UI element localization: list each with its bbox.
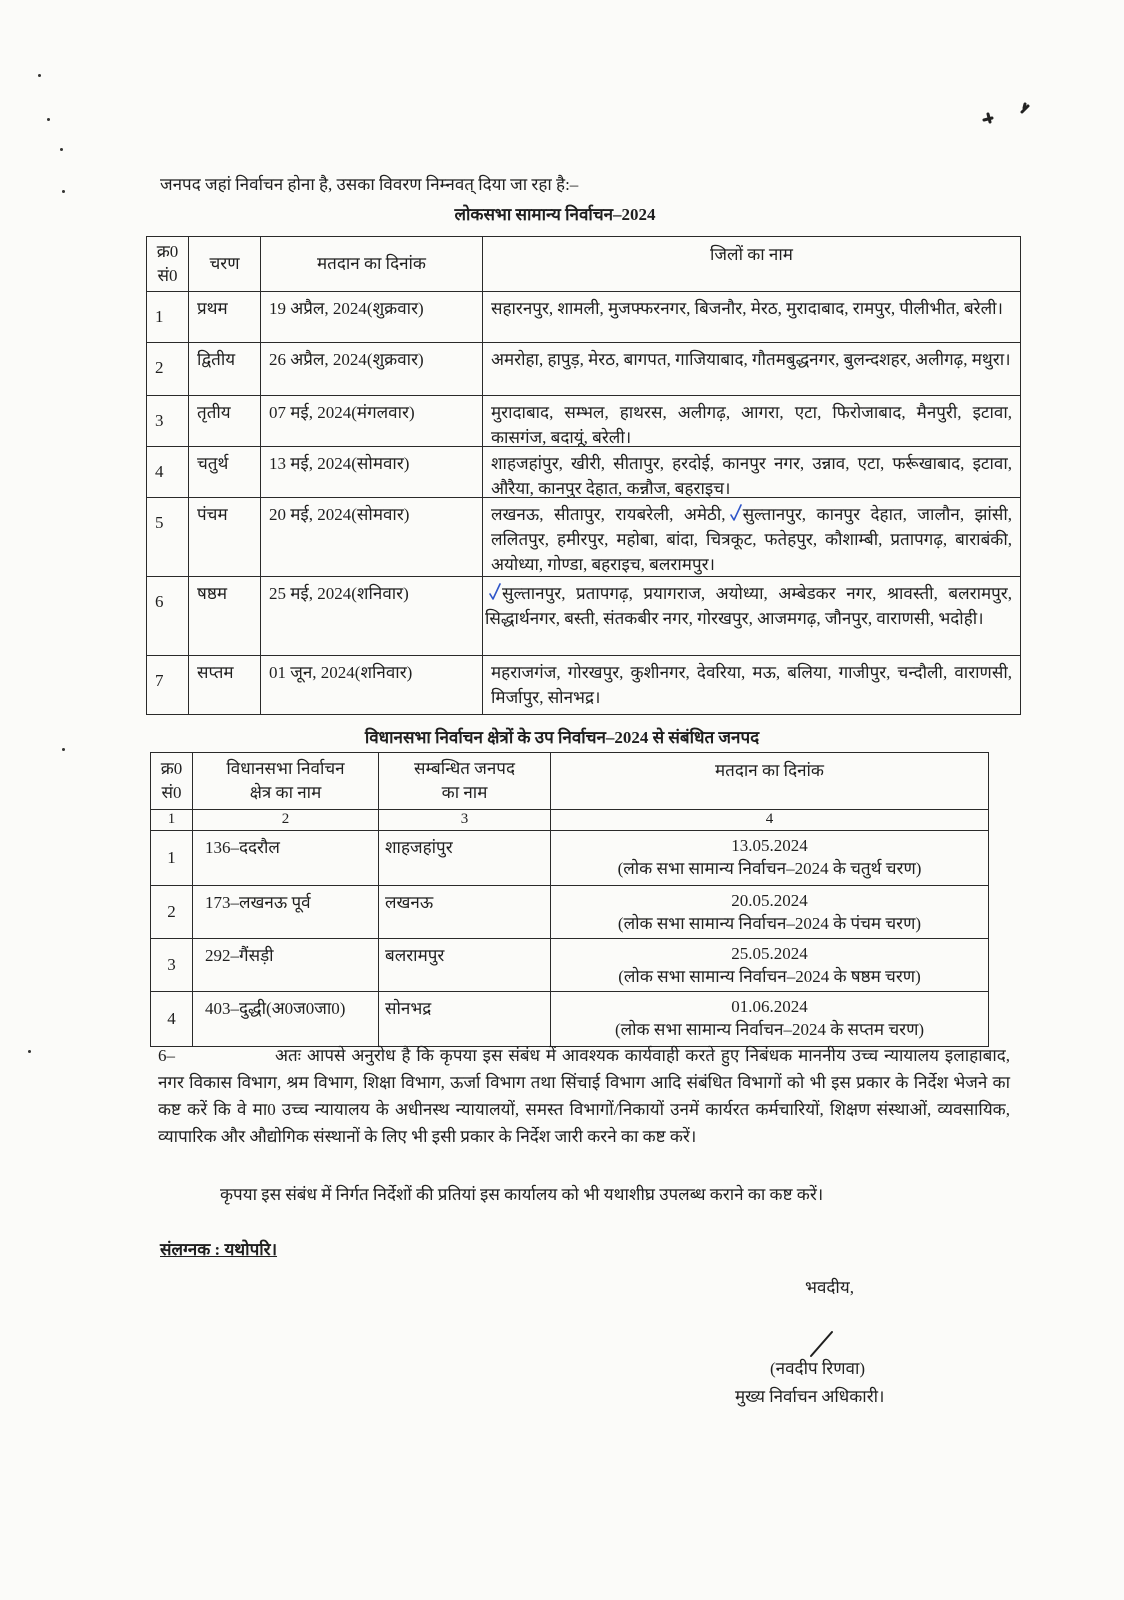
cell-date: 25 मई, 2024(शनिवार) — [269, 584, 409, 603]
cell-date: 01 जून, 2024(शनिवार) — [269, 663, 413, 682]
cell-sno: 5 — [155, 513, 164, 532]
bye-election-table — [150, 752, 989, 1047]
signature-stroke-icon — [805, 1328, 839, 1360]
header-sno-line1: क्र0 — [160, 759, 183, 778]
loksabha-schedule-table — [146, 236, 1021, 715]
cell-constituency: 136–ददरौल — [205, 838, 280, 857]
header-date: मतदान का दिनांक — [316, 254, 426, 273]
cell-phase: पंचम — [197, 505, 228, 524]
cell-date: 20 मई, 2024(सोमवार) — [269, 505, 410, 524]
table-row — [151, 831, 989, 886]
column-number: 1 — [167, 811, 176, 827]
header-phase: चरण — [209, 254, 240, 273]
header-constituency-line1: विधानसभा निर्वाचन — [226, 759, 345, 778]
header-sno — [147, 237, 188, 291]
poll-date: 13.05.2024 — [731, 836, 808, 855]
table-row — [147, 577, 1021, 656]
scan-speck — [62, 190, 65, 193]
scan-speck — [62, 748, 65, 751]
cell-district: शाहजहांपुर — [385, 838, 453, 857]
cell-district: सोनभद्र — [385, 999, 432, 1018]
table-row — [151, 992, 989, 1047]
cell-districts: मुरादाबाद, सम्भल, हाथरस, अलीगढ़, आगरा, एटा, फिरोजाबाद, मैनपुरी, इटावा, कासगंज, बदायूं, बरेली। — [491, 403, 1012, 446]
table-row — [147, 396, 1021, 447]
closing-salutation: भवदीय, — [805, 1278, 854, 1297]
column-number: 4 — [765, 811, 774, 827]
scan-speck — [38, 74, 41, 77]
header-district-line2: का नाम — [441, 783, 488, 802]
cell-poll-date — [551, 831, 988, 885]
cell-date: 26 अप्रैल, 2024(शुक्रवार) — [269, 350, 424, 369]
paragraph-request: कृपया इस संबंध में निर्गत निर्देशों की प्रतियां इस कार्यालय को भी यथाशीघ्र उपलब्ध कराने का कष्ट करें। — [220, 1185, 824, 1204]
header-districts: जिलों का नाम — [710, 245, 793, 264]
cell-phase: सप्तम — [197, 663, 234, 682]
cell-sno: 2 — [167, 902, 176, 921]
scan-mark-icon — [978, 98, 1034, 128]
table-row — [147, 292, 1021, 343]
poll-date: 01.06.2024 — [731, 997, 808, 1016]
cell-date: 19 अप्रैल, 2024(शुक्रवार) — [269, 299, 424, 318]
table-row — [147, 656, 1021, 715]
cell-districts: महराजगंज, गोरखपुर, कुशीनगर, देवरिया, मऊ, बलिया, गाजीपुर, चन्दौली, वाराणसी, मिर्जापुर, सोनभद्र। — [491, 663, 1012, 707]
cell-constituency: 173–लखनऊ पूर्व — [205, 893, 311, 912]
cell-constituency: 292–गैंसड़ी — [205, 946, 274, 965]
table-row — [151, 886, 989, 939]
scan-speck — [60, 148, 63, 151]
cell-sno: 4 — [167, 1009, 176, 1028]
cell-poll-date — [551, 886, 988, 938]
column-number: 2 — [281, 811, 290, 827]
cell-sno: 3 — [155, 411, 164, 430]
districts-before-tick: लखनऊ, सीतापुर, रायबरेली, अमेठी, — [491, 505, 726, 524]
paragraph-6 — [158, 1042, 1010, 1150]
check-mark-icon — [489, 583, 501, 601]
header-sno-line2: सं0 — [157, 266, 178, 285]
cell-sno: 3 — [167, 955, 176, 974]
cell-phase: चतुर्थ — [197, 454, 229, 473]
scan-speck — [47, 118, 50, 121]
paragraph-number: 6– — [158, 1046, 175, 1065]
cell-district: लखनऊ — [385, 893, 434, 912]
check-mark-icon — [730, 504, 742, 522]
header-constituency-line2: क्षेत्र का नाम — [249, 783, 322, 802]
header-sno — [151, 753, 192, 809]
cell-sno: 6 — [155, 592, 164, 611]
cell-sno: 1 — [155, 307, 164, 326]
cell-constituency: 403–दुद्धी(अ0ज0जा0) — [205, 999, 346, 1018]
header-district-line1: सम्बन्धित जनपद — [414, 759, 515, 778]
header-constituency — [193, 753, 378, 809]
poll-phase-note: (लोक सभा सामान्य निर्वाचन–2024 के चतुर्थ चरण) — [617, 859, 922, 878]
paragraph-6-text: अतः आपसे अनुरोध है कि कृपया इस संबंध में आवश्यक कार्यवाही करते हुए निबंधक माननीय उच्च न्यायालय इलाहाबाद, नगर विकास विभाग, श्रम विभाग, शिक्षा विभाग, ऊर्जा विभाग तथा सिंचाई विभाग आदि संबंधित विभागों को भी इस प्रकार के निर्देश भेजने का कष्ट करें कि वे मा0 उच्च न्यायालय के अधीनस्थ न्यायालयों, समस्त विभागों/निकायों उनमें कार्यरत कर्मचारियों, शिक्षण संस्थाओं, व्यवसायिक, व्यापारिक और औद्योगिक संस्थानों के लिए भी इसी प्रकार के निर्देश जारी करने का कष्ट करें। — [158, 1046, 1010, 1146]
cell-districts: अमरोहा, हापुड़, मेरठ, बागपत, गाजियाबाद, गौतमबुद्धनगर, बुलन्दशहर, अलीगढ़, मथुरा। — [491, 350, 1011, 369]
districts-after-tick: सुल्तानपुर, प्रतापगढ़, प्रयागराज, अयोध्या, अम्बेडकर नगर, श्रावस्ती, बलरामपुर, सिद्धार्थनगर, बस्ती, संतकबीर नगर, गोरखपुर, आजमगढ़, जौनपुर, वाराणसी, भदोही। — [485, 584, 1012, 628]
table-header-row — [147, 237, 1021, 292]
column-number: 3 — [460, 811, 469, 827]
vidhansabha-title: विधानसभा निर्वाचन क्षेत्रों के उप निर्वाचन–2024 से संबंधित जनपद — [364, 728, 760, 747]
poll-phase-note: (लोक सभा सामान्य निर्वाचन–2024 के सप्तम चरण) — [614, 1020, 925, 1039]
cell-districts: शाहजहांपुर, खीरी, सीतापुर, हरदोई, कानपुर नगर, उन्नाव, एटा, फर्रूखाबाद, इटावा, औरैया, कानपुर देहात, कन्नौज, बहराइच। — [491, 454, 1012, 497]
intro-line: जनपद जहां निर्वाचन होना है, उसका विवरण निम्नवत् दिया जा रहा है:– — [160, 175, 579, 194]
header-sno-line2: सं0 — [161, 783, 182, 802]
cell-date: 07 मई, 2024(मंगलवार) — [269, 403, 415, 422]
cell-phase: षष्ठम — [197, 584, 228, 603]
loksabha-title: लोकसभा सामान्य निर्वाचन–2024 — [454, 205, 656, 224]
cell-sno: 4 — [155, 462, 164, 481]
cell-sno: 1 — [167, 848, 176, 867]
cell-districts: सहारनपुर, शामली, मुजफ्फरनगर, बिजनौर, मेरठ, मुरादाबाद, रामपुर, पीलीभीत, बरेली। — [491, 299, 1003, 318]
cell-poll-date — [551, 939, 988, 991]
poll-date: 25.05.2024 — [731, 944, 808, 963]
cell-date: 13 मई, 2024(सोमवार) — [269, 454, 410, 473]
table-header-row — [151, 753, 989, 810]
signer-title: मुख्य निर्वाचन अधिकारी। — [735, 1387, 885, 1406]
cell-phase: तृतीय — [197, 403, 231, 422]
poll-date: 20.05.2024 — [731, 891, 808, 910]
table-row — [151, 939, 989, 992]
cell-district: बलरामपुर — [385, 946, 445, 965]
districts-after-tick: सुल्तानपुर, कानपुर देहात, जालौन, झांसी, ललितपुर, हमीरपुर, महोबा, बांदा, चित्रकूट, फतेहपुर, कौशाम्बी, प्रतापगढ़, बाराबंकी, अयोध्या, गोण्डा, बहराइच, बलरामपुर। — [491, 505, 1012, 574]
poll-phase-note: (लोक सभा सामान्य निर्वाचन–2024 के षष्ठम चरण) — [618, 967, 921, 986]
cell-districts — [483, 577, 1020, 655]
table-row — [147, 498, 1021, 577]
signer-name: (नवदीप रिणवा) — [770, 1359, 866, 1378]
table-row — [147, 343, 1021, 396]
poll-phase-note: (लोक सभा सामान्य निर्वाचन–2024 के पंचम चरण) — [617, 914, 922, 933]
header-date: मतदान का दिनांक — [714, 761, 824, 780]
cell-phase: प्रथम — [197, 299, 228, 318]
cell-districts — [483, 498, 1020, 576]
scan-speck — [28, 1050, 31, 1053]
header-sno-line1: क्र0 — [156, 242, 179, 261]
cell-phase: द्वितीय — [197, 350, 236, 369]
cell-sno: 7 — [155, 671, 164, 690]
cell-poll-date — [551, 992, 988, 1046]
column-number-row — [151, 810, 989, 831]
cell-sno: 2 — [155, 358, 164, 377]
enclosure-note: संलग्नक : यथोपरि। — [160, 1240, 278, 1259]
header-district — [379, 753, 550, 809]
table-row — [147, 447, 1021, 498]
